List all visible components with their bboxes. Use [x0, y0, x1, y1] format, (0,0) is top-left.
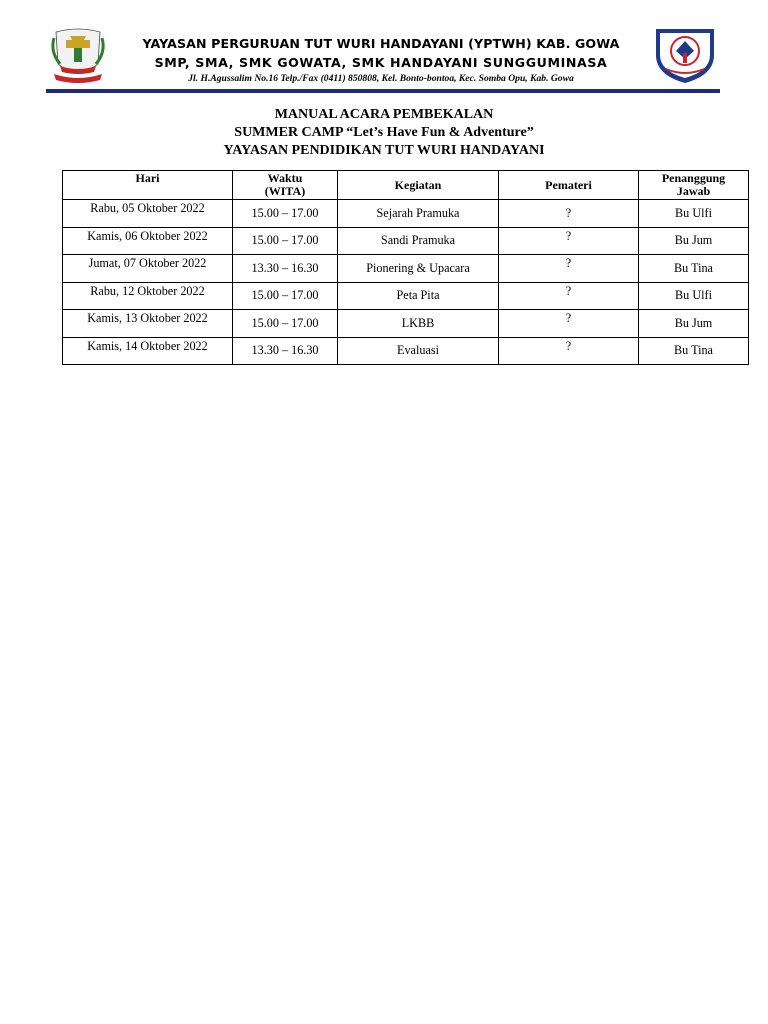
title-line-1: MANUAL ACARA PEMBEKALAN	[274, 107, 494, 122]
table-row	[63, 200, 749, 228]
document-titles	[0, 106, 768, 160]
cell-kegiatan: Evaluasi	[338, 337, 499, 365]
cell-pemateri: ?	[499, 227, 639, 255]
cell-penanggung-jawab: Bu Ulfi	[639, 282, 749, 310]
letterhead-rule	[46, 89, 720, 93]
header-pemateri: Pemateri	[499, 171, 639, 200]
address-line: Jl. H.Agussalim No.16 Telp./Fax (0411) 850808, Kel. Bonto-bontoa, Kec. Somba Opu, Kab. Gowa	[188, 73, 574, 84]
title-line-3: YAYASAN PENDIDIKAN TUT WURI HANDAYANI	[223, 143, 545, 158]
title-line-2: SUMMER CAMP “Let’s Have Fun & Adventure”	[234, 125, 534, 140]
cell-penanggung-jawab: Bu Jum	[639, 227, 749, 255]
cell-pemateri: ?	[499, 200, 639, 228]
header-pj-line2: Jawab	[676, 184, 711, 198]
cell-hari: Rabu, 12 Oktober 2022	[63, 282, 233, 310]
cell-kegiatan: LKBB	[338, 310, 499, 338]
cell-hari: Jumat, 07 Oktober 2022	[63, 255, 233, 283]
cell-waktu: 15.00 – 17.00	[233, 310, 338, 338]
cell-waktu: 15.00 – 17.00	[233, 200, 338, 228]
tut-wuri-handayani-emblem-icon	[650, 25, 720, 85]
cell-hari: Kamis, 06 Oktober 2022	[63, 227, 233, 255]
header-waktu	[233, 171, 338, 200]
header-waktu-line1: Waktu	[267, 171, 303, 185]
cell-kegiatan: Sejarah Pramuka	[338, 200, 499, 228]
cell-penanggung-jawab: Bu Tina	[639, 337, 749, 365]
table-row	[63, 337, 749, 365]
cell-kegiatan: Sandi Pramuka	[338, 227, 499, 255]
cell-pemateri: ?	[499, 310, 639, 338]
letterhead-text	[116, 36, 646, 84]
cell-hari: Kamis, 14 Oktober 2022	[63, 337, 233, 365]
letterhead	[46, 22, 724, 94]
cell-waktu: 15.00 – 17.00	[233, 227, 338, 255]
foundation-name: YAYASAN PERGURUAN TUT WURI HANDAYANI (YPTWH) KAB. GOWA	[142, 36, 620, 51]
cell-penanggung-jawab: Bu Jum	[639, 310, 749, 338]
cell-pemateri: ?	[499, 255, 639, 283]
cell-pemateri: ?	[499, 282, 639, 310]
table-row	[63, 282, 749, 310]
header-hari: Hari	[63, 171, 233, 200]
cell-waktu: 13.30 – 16.30	[233, 255, 338, 283]
cell-kegiatan: Pionering & Upacara	[338, 255, 499, 283]
table-row	[63, 227, 749, 255]
schedule-table	[62, 170, 749, 365]
cell-hari: Kamis, 13 Oktober 2022	[63, 310, 233, 338]
cell-waktu: 13.30 – 16.30	[233, 337, 338, 365]
header-kegiatan: Kegiatan	[338, 171, 499, 200]
table-row	[63, 310, 749, 338]
cell-hari: Rabu, 05 Oktober 2022	[63, 200, 233, 228]
cell-kegiatan: Peta Pita	[338, 282, 499, 310]
table-row	[63, 255, 749, 283]
cell-pemateri: ?	[499, 337, 639, 365]
school-names: SMP, SMA, SMK GOWATA, SMK HANDAYANI SUNGGUMINASA	[154, 55, 608, 70]
cell-penanggung-jawab: Bu Tina	[639, 255, 749, 283]
header-waktu-line2: (WITA)	[264, 184, 306, 198]
cell-penanggung-jawab: Bu Ulfi	[639, 200, 749, 228]
table-header-row	[63, 171, 749, 200]
header-penanggung-jawab	[639, 171, 749, 200]
header-pj-line1: Penanggung	[661, 171, 726, 185]
cell-waktu: 15.00 – 17.00	[233, 282, 338, 310]
gowa-regency-emblem-icon	[48, 26, 108, 84]
